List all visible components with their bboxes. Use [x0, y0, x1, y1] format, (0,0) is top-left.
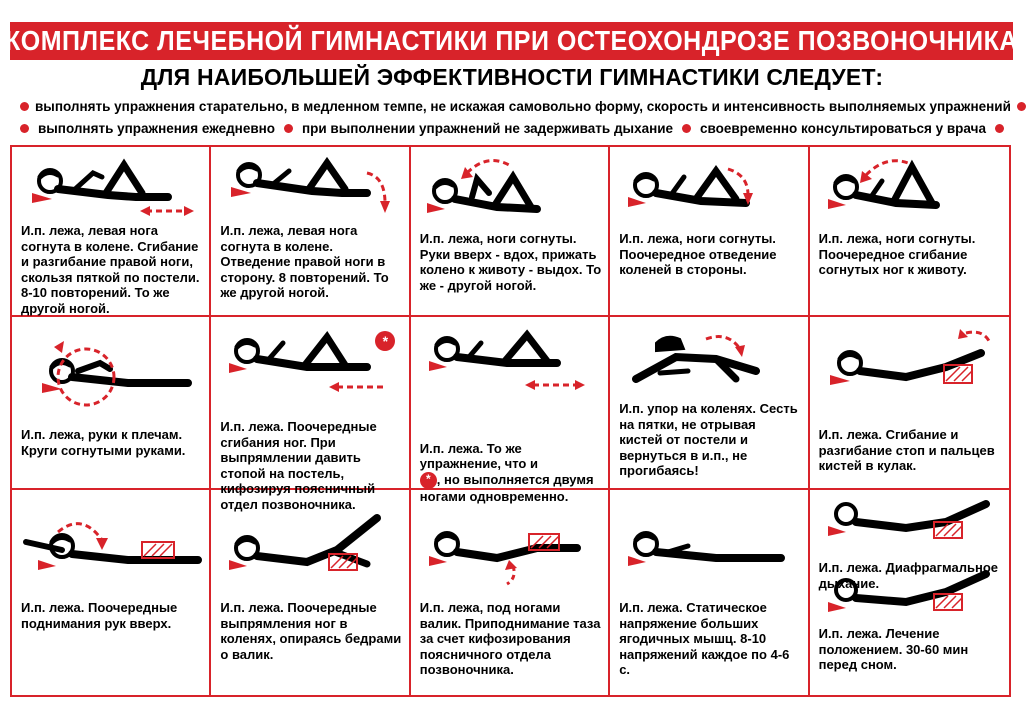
lying-leg-abduction-figure-icon	[217, 153, 402, 231]
title-banner	[5, 22, 1018, 60]
knee-extension-on-roller-figure-icon	[217, 504, 402, 582]
exercise-card-9	[610, 317, 809, 490]
bullet-dot-icon	[20, 102, 29, 111]
bullet-dot-icon	[284, 124, 293, 133]
exercise-card-14	[610, 490, 809, 695]
exercise-caption: И.п. лежа, левая нога согнута в колене. Отведение правой ноги в сторону. 8 повторений. То же другой ногой.	[220, 223, 389, 300]
exercise-card-10	[810, 317, 1009, 490]
asterisk-marker-icon: *	[375, 331, 395, 351]
alternate-leg-bends-figure-icon	[217, 323, 402, 401]
exercise-caption-part: И.п. лежа. То же упражнение, что и	[419, 440, 538, 471]
exercise-card-5	[810, 147, 1009, 317]
diaphragm-breathing-figure-icon	[816, 492, 1001, 558]
exercise-caption: И.п. лежа, ноги согнуты. Поочередное отведение коленей в стороны.	[619, 231, 777, 277]
exercise-caption: И.п. лежа, ноги согнуты. Поочередное сгибание согнутых ног к животу.	[818, 231, 976, 277]
exercise-card-2	[211, 147, 410, 317]
page-subtitle: ДЛЯ НАИБОЛЬШЕЙ ЭФФЕКТИВНОСТИ ГИМНАСТИКИ СЛЕДУЕТ:	[140, 64, 884, 90]
exercise-card-16	[810, 590, 1009, 700]
exercise-card-8	[411, 317, 610, 504]
legs-to-belly-figure-icon	[816, 153, 1001, 231]
gluteal-tension-figure-icon	[616, 508, 801, 586]
foot-flex-figure-icon	[816, 323, 1001, 401]
kneeling-stretch-figure-icon	[616, 323, 801, 401]
pelvis-lift-figure-icon	[417, 508, 602, 586]
exercise-caption-part: , но выполняется двумя ногами одновременно.	[419, 471, 594, 504]
rule-item: выполнять упражнения ежедневно	[37, 121, 276, 136]
positional-treatment-figure-icon	[816, 560, 1001, 626]
asterisk-marker-icon: *	[420, 472, 437, 489]
exercise-caption: И.п. упор на коленях. Сесть на пятки, не отрывая кистей от постели и вернуться в и.п., не прогибаясь!	[619, 401, 798, 478]
exercise-caption: И.п. лежа. Диафрагмальное дыхание.	[818, 560, 998, 591]
knees-apart-figure-icon	[616, 153, 801, 231]
exercise-caption: И.п. лежа, левая нога согнута в колене. Сгибание и разгибание правой ноги, скользя пяткой по постели. 8-10 повторений. То же другой ногой.	[21, 223, 200, 316]
rules-line-1	[14, 99, 1010, 114]
exercise-card-12	[211, 490, 410, 695]
exercise-card-1	[12, 147, 211, 317]
arm-raise-figure-icon	[18, 512, 203, 590]
page-title: КОМПЛЕКС ЛЕЧЕБНОЙ ГИМНАСТИКИ ПРИ ОСТЕОХОНДРОЗЕ ПОЗВОНОЧНИКА	[5, 24, 1018, 57]
exercise-caption: И.п. лежа. Поочередные сгибания ног. При выпрямлении давить стопой на постель, кифозируя поясничный отдел позвоночника.	[220, 419, 377, 512]
rule-item: при выполнении упражнений не задерживать дыхание	[301, 121, 674, 136]
exercise-caption: И.п. лежа. Поочередные поднимания рук вверх.	[21, 600, 178, 631]
knee-to-chest-figure-icon	[417, 153, 602, 231]
rule-item: своевременно консультироваться у врача	[699, 121, 986, 136]
rules-line-2	[14, 121, 1010, 136]
exercise-card-11	[12, 490, 211, 695]
exercise-caption: И.п. лежа, под ногами валик. Приподнимание таза за счет кифозирования поясничного отдела позвоночника.	[419, 600, 601, 677]
exercise-card-4	[610, 147, 809, 317]
exercise-caption: И.п. лежа, ноги согнуты. Руки вверх - вдох, прижать колено к животу - выдох. То же - другой ногой.	[419, 231, 602, 293]
exercise-card-15-16	[810, 490, 1009, 695]
arm-circles-figure-icon	[18, 331, 203, 421]
bullet-dot-icon	[995, 124, 1004, 133]
exercise-caption: И.п. лежа. Поочередные выпрямления ног в коленях, опираясь бедрами о валик.	[220, 600, 402, 662]
bullet-dot-icon	[682, 124, 691, 133]
exercise-caption: И.п. лежа. Сгибание и разгибание стоп и пальцев кистей в кулак.	[818, 427, 995, 473]
exercise-card-3	[411, 147, 610, 317]
exercise-grid	[10, 145, 1011, 697]
both-legs-bend-figure-icon	[417, 323, 602, 401]
bullet-dot-icon	[1017, 102, 1026, 111]
exercise-card-6	[12, 317, 211, 490]
exercise-caption: И.п. лежа, руки к плечам. Круги согнутыми руками.	[21, 427, 186, 458]
rule-item: выполнять упражнения старательно, в медленном темпе, не искажая самовольно форму, скорость и интенсивность выполняемых упражнений	[35, 99, 1011, 114]
bullet-dot-icon	[20, 124, 29, 133]
lying-leg-slide-figure-icon	[18, 153, 203, 231]
exercise-caption: И.п. лежа. Статическое напряжение больших ягодичных мышц. 8-10 напряжений каждое по 4-6 с.	[619, 600, 790, 677]
exercise-caption: И.п. лежа. Лечение положением. 30-60 мин перед сном.	[818, 626, 969, 672]
exercise-card-13	[411, 490, 610, 695]
exercise-card-7	[211, 317, 410, 512]
